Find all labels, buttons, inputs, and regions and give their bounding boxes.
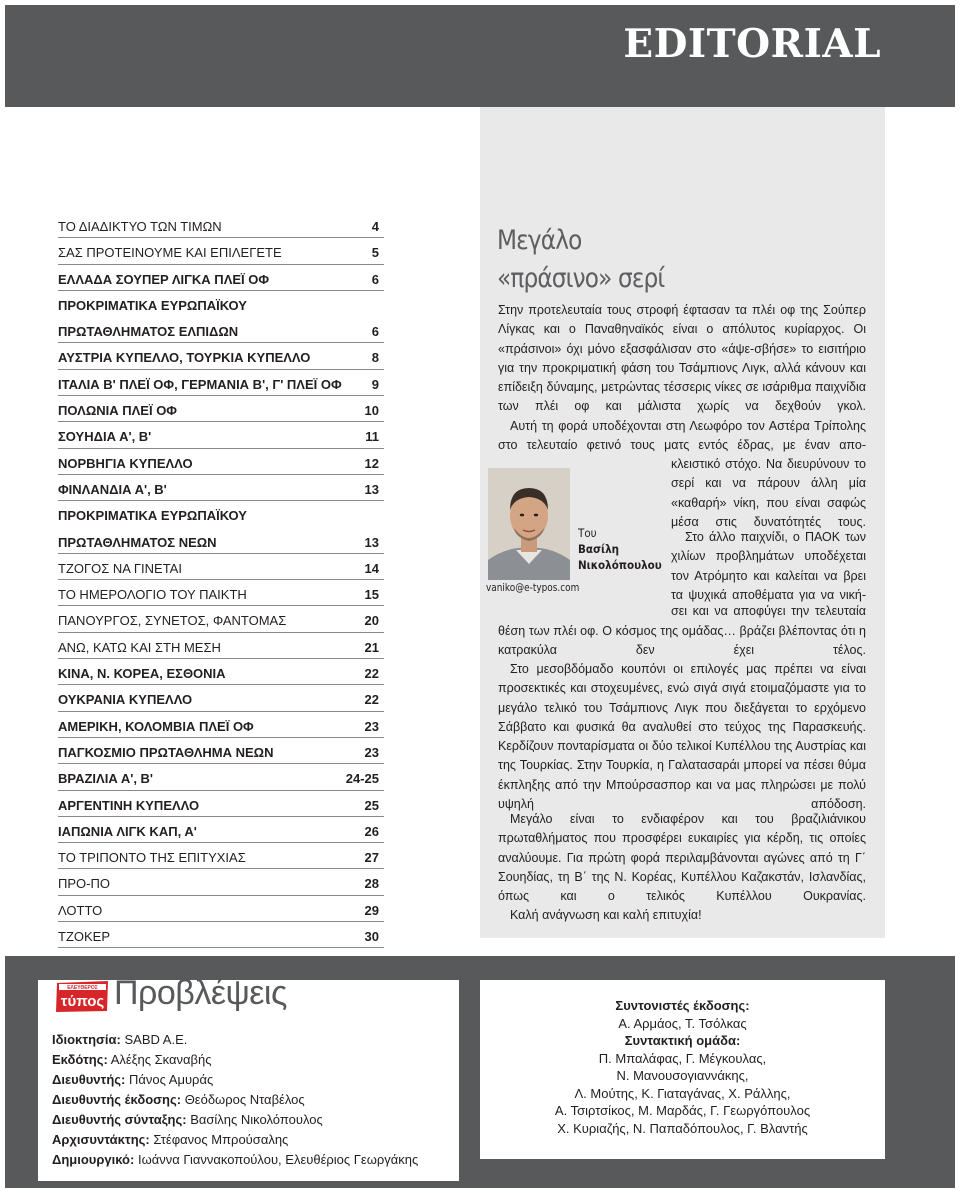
author-name-first: Βασίλη (578, 542, 619, 556)
team-line: Ν. Μανουσογιαννάκης, (616, 1068, 749, 1083)
toc-row (58, 528, 384, 554)
staff-role: Διευθυντής έκδοσης: (52, 1092, 182, 1107)
toc-label: ΑΥΣΤΡΙΑ ΚΥΠΕΛΛΟ, ΤΟΥΡΚΙΑ ΚΥΠΕΛΛΟ (58, 350, 311, 366)
toc-row (58, 659, 384, 685)
toc-page-number: 22 (364, 666, 379, 682)
toc-label: ΠΑΝΟΥΡΓΟΣ, ΣΥΝΕΤΟΣ, ΦΑΝΤΟΜΑΣ (58, 613, 287, 629)
toc-label: ΝΟΡΒΗΓΙΑ ΚΥΠΕΛΛΟ (58, 455, 193, 471)
newspaper-logo (55, 979, 110, 1013)
logo-main-text: τύπος (60, 993, 105, 1010)
editorial-paragraph-5: Μεγάλο είναι το ενδιαφέρον και του βραζιλιάνικου πρωταθλήματος που προσφέρει ευκαιρίες για κέρδη, τις οποίες αναλύουμε. Για πρώτη φορά περιλαμβάνονται αγώνες από τη Γ΄ Σουηδίας, τη Β΄ της Ν. Κορέας, Κυπέλλου Καζακστάν, Ισλανδίας, όπως και ο τελικός Κυπέλλου Ουκρανίας. (498, 812, 866, 904)
toc-row (58, 685, 384, 711)
toc-label: ΟΥΚΡΑΝΙΑ ΚΥΠΕΛΛΟ (58, 692, 193, 708)
staff-entry (52, 1030, 418, 1050)
staff-role: Αρχισυντάκτης: (52, 1132, 150, 1147)
toc-page-number: 26 (364, 823, 379, 839)
toc-row (58, 396, 384, 422)
staff-entry (52, 1050, 418, 1070)
editorial-credits (480, 997, 885, 1137)
staff-entry (52, 1130, 418, 1150)
staff-name: Αλέξης Σκαναβής (110, 1052, 212, 1067)
editorial-paragraph-2a: Αυτή τη φορά υποδέχονται στη Λεωφόρο τον Αστέρα Τρίπολης στο τελευταίο φετινό τους ματς εντός έδρας, με έναν απο- (498, 419, 866, 453)
toc-label: ΤΖΟΓΟΣ ΝΑ ΓΙΝΕΤΑΙ (58, 560, 182, 576)
staff-name: SABD A.E. (124, 1032, 188, 1047)
editorial-title (497, 222, 824, 298)
toc-row (58, 343, 384, 369)
staff-role: Ιδιοκτησία: (52, 1032, 121, 1047)
toc-label: ΛΟΤΤΟ (58, 902, 103, 918)
staff-name: Ιωάννα Γιαννακοπούλου, Ελευθέριος Γεωργάκης (137, 1152, 419, 1167)
toc-row (58, 606, 384, 632)
toc-label: ΠΟΛΩΝΙΑ ΠΛΕΪ ΟΦ (58, 403, 177, 419)
table-of-contents (58, 212, 384, 948)
toc-row (58, 843, 384, 869)
coordinators-heading: Συντονιστές έκδοσης: (615, 998, 750, 1013)
editorial-paragraph-3c: θέση των πλέι οφ. Ο κόσμος της ομάδας… βράζει βλέποντας ότι η κατρακύλα δεν έχει τέλος. (498, 624, 866, 658)
toc-row (58, 475, 384, 501)
toc-label: ΑΝΩ, ΚΑΤΩ ΚΑΙ ΣΤΗ ΜΕΣΗ (58, 639, 221, 655)
toc-row (58, 922, 384, 948)
coordinators-names: Α. Αρμάος, Τ. Τσόλκας (618, 1015, 747, 1031)
toc-page-number: 28 (364, 876, 379, 892)
toc-label: ΠΡΩΤΑΘΛΗΜΑΤΟΣ ΝΕΩΝ (58, 534, 217, 550)
staff-entry (52, 1070, 418, 1090)
toc-row (58, 238, 384, 264)
toc-label: ΙΑΠΩΝΙΑ ΛΙΓΚ ΚΑΠ, Α' (58, 823, 197, 839)
editorial-paragraph-1: Στην προτελευταία τους στροφή έφτασαν τα πλέι οφ της Σούπερ Λίγκας και ο Παναθηναϊκός είναι ο απόλυτος κυρίαρχος. Οι «πράσινοι» όχι μόνο εξασφάλισαν στο «άψε-σβήσε» το εισιτήριο για την προκριματική φάση του Τσάμπιονς Λιγκ, αλλά κάνουν και επίδειξη δύναμης, μετρώντας τέσσερις νίκες σε ισάριθμα παιχνίδια των πλέι οφ και μάλιστα χωρίς να δεχθούν γκολ. (498, 303, 866, 414)
toc-page-number: 22 (364, 692, 379, 708)
editorial-closing: Καλή ανάγνωση και καλή επιτυχία! (510, 908, 702, 922)
brand-name: Προβλέψεις (114, 974, 287, 1012)
team-line: Λ. Μούτης, Κ. Γιαταγάνας, Χ. Ράλλης, (574, 1085, 791, 1101)
staff-name: Πάνος Αμυράς (128, 1072, 214, 1087)
toc-page-number: 25 (364, 797, 379, 813)
staff-name: Στέφανος Μπρούσαλης (153, 1132, 289, 1147)
toc-page-number: 13 (364, 481, 379, 497)
author-photo (488, 468, 570, 580)
toc-label: ΠΡΟΚΡΙΜΑΤΙΚΑ ΕΥΡΩΠΑΪΚΟΥ (58, 297, 247, 313)
toc-label: ΒΡΑΖΙΛΙΑ Α', Β' (58, 771, 154, 787)
toc-page-number: 8 (371, 350, 379, 366)
logo-top-text: ΕΛΕΥΘΕΡΟΣ (67, 985, 98, 991)
staff-list (52, 1030, 418, 1170)
toc-label: ΣΟΥΗΔΙΑ Α', Β' (58, 429, 152, 445)
toc-label: ΤΟ ΔΙΑΔΙΚΤΥΟ ΤΩΝ ΤΙΜΩΝ (58, 219, 222, 234)
toc-page-number: 9 (371, 376, 379, 392)
toc-page-number: 15 (364, 587, 379, 603)
toc-label: ΠΡΟΚΡΙΜΑΤΙΚΑ ΕΥΡΩΠΑΪΚΟΥ (58, 508, 247, 524)
toc-row (58, 869, 384, 895)
toc-label: ΤΟ ΗΜΕΡΟΛΟΓΙΟ ΤΟΥ ΠΑΙΚΤΗ (58, 587, 247, 603)
toc-label: ΠΡΟ-ΠΟ (58, 876, 110, 892)
author-byline (578, 525, 662, 573)
staff-role: Διευθυντής σύνταξης: (52, 1112, 187, 1127)
toc-page-number (379, 291, 384, 317)
toc-page-number: 23 (364, 744, 379, 760)
editorial-paragraph-3a: Στο άλλο παιχνίδι, ο ΠΑΟΚ των χιλίων προβλημάτων υποδέχεται τον Ατρόμητο και καλείται να βρει τα ψυχικά αποθέματα για να νική- (671, 530, 866, 602)
toc-page-number: 30 (364, 929, 379, 945)
toc-row (58, 712, 384, 738)
staff-role: Εκδότης: (52, 1052, 108, 1067)
toc-label: ΠΡΩΤΑΘΛΗΜΑΤΟΣ ΕΛΠΙΔΩΝ (58, 324, 239, 340)
toc-page-number: 5 (371, 245, 379, 261)
toc-label: ΣΑΣ ΠΡΟΤΕΙΝΟΥΜΕ ΚΑΙ ΕΠΙΛΕΓΕΤΕ (58, 245, 282, 261)
toc-label: ΕΛΛΑΔΑ ΣΟΥΠΕΡ ΛΙΓΚΑ ΠΛΕΪ ΟΦ (58, 271, 270, 287)
toc-label: ΤΖΟΚΕΡ (58, 929, 111, 945)
toc-row (58, 817, 384, 843)
toc-row (58, 370, 384, 396)
toc-row (58, 633, 384, 659)
staff-entry (52, 1090, 418, 1110)
toc-page-number: 4 (371, 219, 379, 234)
toc-page-number: 27 (364, 850, 379, 866)
toc-page-number: 23 (364, 718, 379, 734)
team-line: Α. Τσιρτσίκος, Μ. Μαρδάς, Γ. Γεωργόπουλος (554, 1103, 811, 1118)
toc-page-number: 14 (364, 560, 379, 576)
staff-name: Βασίλης Νικολόπουλος (190, 1112, 323, 1127)
staff-entry (52, 1150, 418, 1170)
team-heading: Συντακτική ομάδα: (624, 1033, 741, 1048)
toc-row (58, 764, 384, 790)
toc-page-number: 29 (364, 902, 379, 918)
staff-name: Θεόδωρος Νταβέλος (184, 1092, 305, 1107)
toc-row (58, 449, 384, 475)
toc-row (58, 265, 384, 291)
toc-row (58, 317, 384, 343)
editorial-paragraph-3b: σει και να αποφύγει την τελευταία (671, 604, 866, 618)
staff-entry (52, 1110, 418, 1130)
toc-page-number (379, 501, 384, 527)
toc-row (58, 212, 384, 238)
toc-page-number: 6 (371, 271, 379, 287)
toc-page-number: 12 (364, 455, 379, 471)
toc-page-number: 13 (364, 534, 379, 550)
editorial-paragraph-4: Στο μεσοβδόμαδο κουπόνι οι επιλογές μας πρέπει να είναι προσεκτικές και στοχευμένες, ενώ σιγά σιγά ετοιμαζόμαστε για το μεγάλο τελικό του Τσάμπιονς Λιγκ που διεξάγεται το ερχόμενο Σάββατο και φυσικά θα αναλυθεί στο τεύχος της Παρασκευής. Κερδίζουν πονταρίσματα οι δύο τελικοί Κυπέλλου της Αυστρίας και της Τουρκίας. Στην Τουρκία, η Γαλατασαράι μπορεί να πέσει θύμα έκπληξης από την Μπούρσασπορ και να μας πληρώσει με πολύ υψηλή απόδοση. (498, 662, 866, 812)
toc-row (58, 422, 384, 448)
author-prefix: Του (578, 526, 597, 540)
toc-page-number: 21 (364, 639, 379, 655)
toc-label: ΤΟ ΤΡΙΠΟΝΤΟ ΤΗΣ ΕΠΙΤΥΧΙΑΣ (58, 850, 246, 866)
header-bar (5, 5, 955, 107)
toc-label: ΠΑΓΚΟΣΜΙΟ ΠΡΩΤΑΘΛΗΜΑ ΝΕΩΝ (58, 744, 274, 760)
toc-page-number: 6 (371, 324, 379, 340)
editorial-title-line-2: «πράσινο» σερί (497, 263, 665, 294)
toc-page-number: 24-25 (345, 771, 379, 787)
author-name-last: Νικολόπουλου (578, 558, 662, 572)
staff-role: Δημιουργικό: (52, 1152, 135, 1167)
toc-label: ΑΡΓΕΝΤΙΝΗ ΚΥΠΕΛΛΟ (58, 797, 200, 813)
toc-label: ΚΙΝΑ, Ν. ΚΟΡΕΑ, ΕΣΘΟΝΙΑ (58, 666, 226, 682)
toc-row (58, 738, 384, 764)
toc-label: ΦΙΝΛΑΝΔΙΑ Α', Β' (58, 481, 167, 497)
toc-label: ΙΤΑΛΙΑ Β' ΠΛΕΪ ΟΦ, ΓΕΡΜΑΝΙΑ Β', Γ' ΠΛΕΪ ΟΦ (58, 376, 342, 392)
toc-page-number: 10 (364, 403, 379, 419)
toc-row (58, 291, 384, 317)
editorial-paragraph-2b: κλειστικό στόχο. Να διευρύνουν το σερί και να πάρουν άλλη μία «καθαρή» νίκη, που είναι σαφώς μέσα στις δυνατότητές τους. (671, 457, 866, 529)
toc-row (58, 554, 384, 580)
team-line: Π. Μπαλάφας, Γ. Μέγκουλας, (598, 1050, 767, 1066)
section-title: EDITORIAL (623, 21, 881, 67)
staff-role: Διευθυντής: (52, 1072, 126, 1087)
team-line: Χ. Κυριαζής, Ν. Παπαδόπουλος, Γ. Βλαντής (557, 1120, 808, 1136)
toc-row (58, 791, 384, 817)
team-list (480, 1050, 885, 1138)
toc-page-number: 11 (365, 429, 379, 445)
toc-row (58, 896, 384, 922)
toc-row (58, 501, 384, 527)
toc-label: ΑΜΕΡΙΚΗ, ΚΟΛΟΜΒΙΑ ΠΛΕΪ ΟΦ (58, 718, 254, 734)
toc-page-number: 20 (364, 613, 379, 629)
editorial-title-line-1: Μεγάλο (497, 225, 582, 256)
toc-row (58, 580, 384, 606)
author-email: vaniko@e-typos.com (486, 582, 580, 594)
